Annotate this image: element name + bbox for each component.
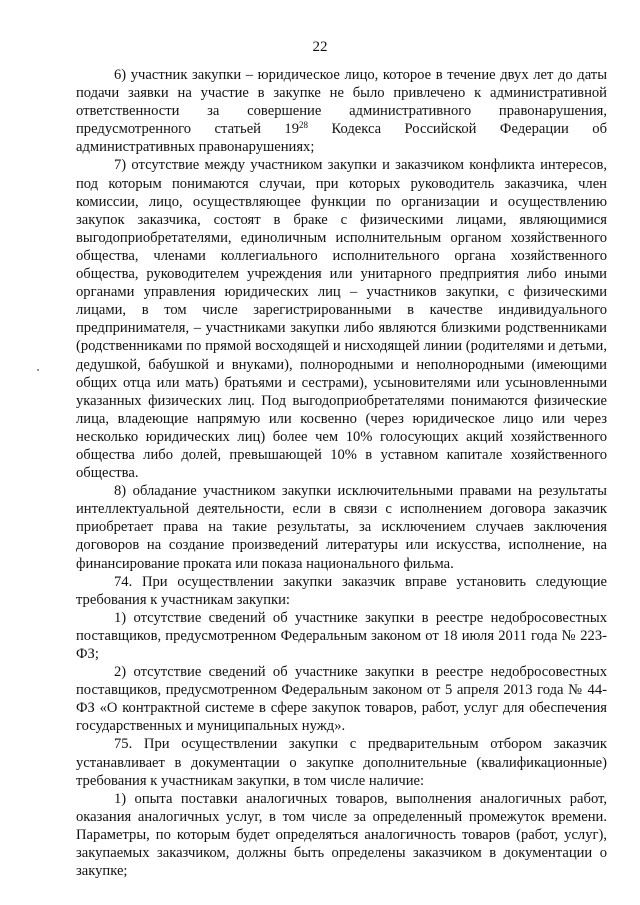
paragraph-clause-74-item-1: 1) отсутствие сведений об участнике закупки в реестре недобросовестных поставщиков, предусмотренном Федеральным законом от 18 июля 2011 года № 223-ФЗ; (76, 609, 607, 662)
scan-speck (37, 369, 39, 371)
paragraph-clause-74-item-2: 2) отсутствие сведений об участнике закупки в реестре недобросовестных поставщиков, предусмотренном Федеральным законом от 5 апреля 2013 года № 44-ФЗ «О контрактной системе в сфере закупок товаров, работ, услуг для обеспечения государственных и муниципальных нужд». (76, 664, 607, 735)
paragraph-item-6 (76, 66, 607, 156)
paragraph-item-8: 8) обладание участником закупки исключительными правами на результаты интеллектуальной деятельности, если в связи с исполнением договора заказчик приобретает права на такие результаты, за исключением случаев заключения договоров на создание произведений литературы или искусства, исполнение, на финансирование проката или показа национального фильма. (76, 483, 607, 572)
paragraph-item-7: 7) отсутствие между участником закупки и заказчиком конфликта интересов, под которым понимаются случаи, при которых руководитель заказчика, член комиссии, лицо, осуществляющее функции по организации и осуществлению закупок заказчика, состоят в браке с физическими лицами, являющимися выгодоприобретателями, единоличным исполнительным органом хозяйственного общества, членами коллегиального исполнительного органа хозяйственного общества, руководителем учреждения или унитарного предприятия либо иными органами управления юридических лиц – участников закупки, с физическими лицами, в том числе зарегистрированными в качестве индивидуального предпринимателя, – участниками закупки либо являются близкими родственниками (родственниками по прямой восходящей и нисходящей линии (родителями и детьми, дедушкой, бабушкой и внуками), полнородными и неполнородными (имеющими общих отца или мать) братьями и сестрами), усыновителями или усыновленными указанных физических лиц. Под выгодоприобретателями понимаются физические лица, владеющие напрямую или косвенно (через юридическое лицо или через несколько юридических лиц) более чем 10% голосующих акций хозяйственного общества либо долей, превышающей 10% в уставном капитале хозяйственного общества. (76, 157, 607, 482)
paragraph-clause-75: 75. При осуществлении закупки с предварительным отбором заказчик устанавливает в документации о закупке дополнительные (квалификационные) требования к участникам закупки, в том числе наличие: (76, 736, 607, 789)
page-number: 22 (312, 39, 328, 55)
paragraph-text: 6) участник закупки – юридическое лицо, которое в течение двух лет до даты подачи заявки на участие в закупке не было привлечено к административной ответственности за совершение административного правонарушения, предусмотренного статьей 19 (76, 67, 607, 138)
paragraph-clause-74: 74. При осуществлении закупки заказчик вправе установить следующие требования к участникам закупки: (76, 573, 607, 608)
article-superscript: 28 (299, 120, 309, 131)
document-body (76, 66, 607, 880)
paragraph-clause-75-item-1: 1) опыта поставки аналогичных товаров, выполнения аналогичных работ, оказания аналогичных услуг, в том числе за определенный промежуток времени. Параметры, по которым будет определяться аналогичность товаров (работ, услуг), закупаемых заказчиком, должны быть определены заказчиком в документации о закупке; (76, 790, 607, 880)
paragraph-text: Кодекса Российской Федерации об административных правонарушениях; (76, 121, 607, 156)
